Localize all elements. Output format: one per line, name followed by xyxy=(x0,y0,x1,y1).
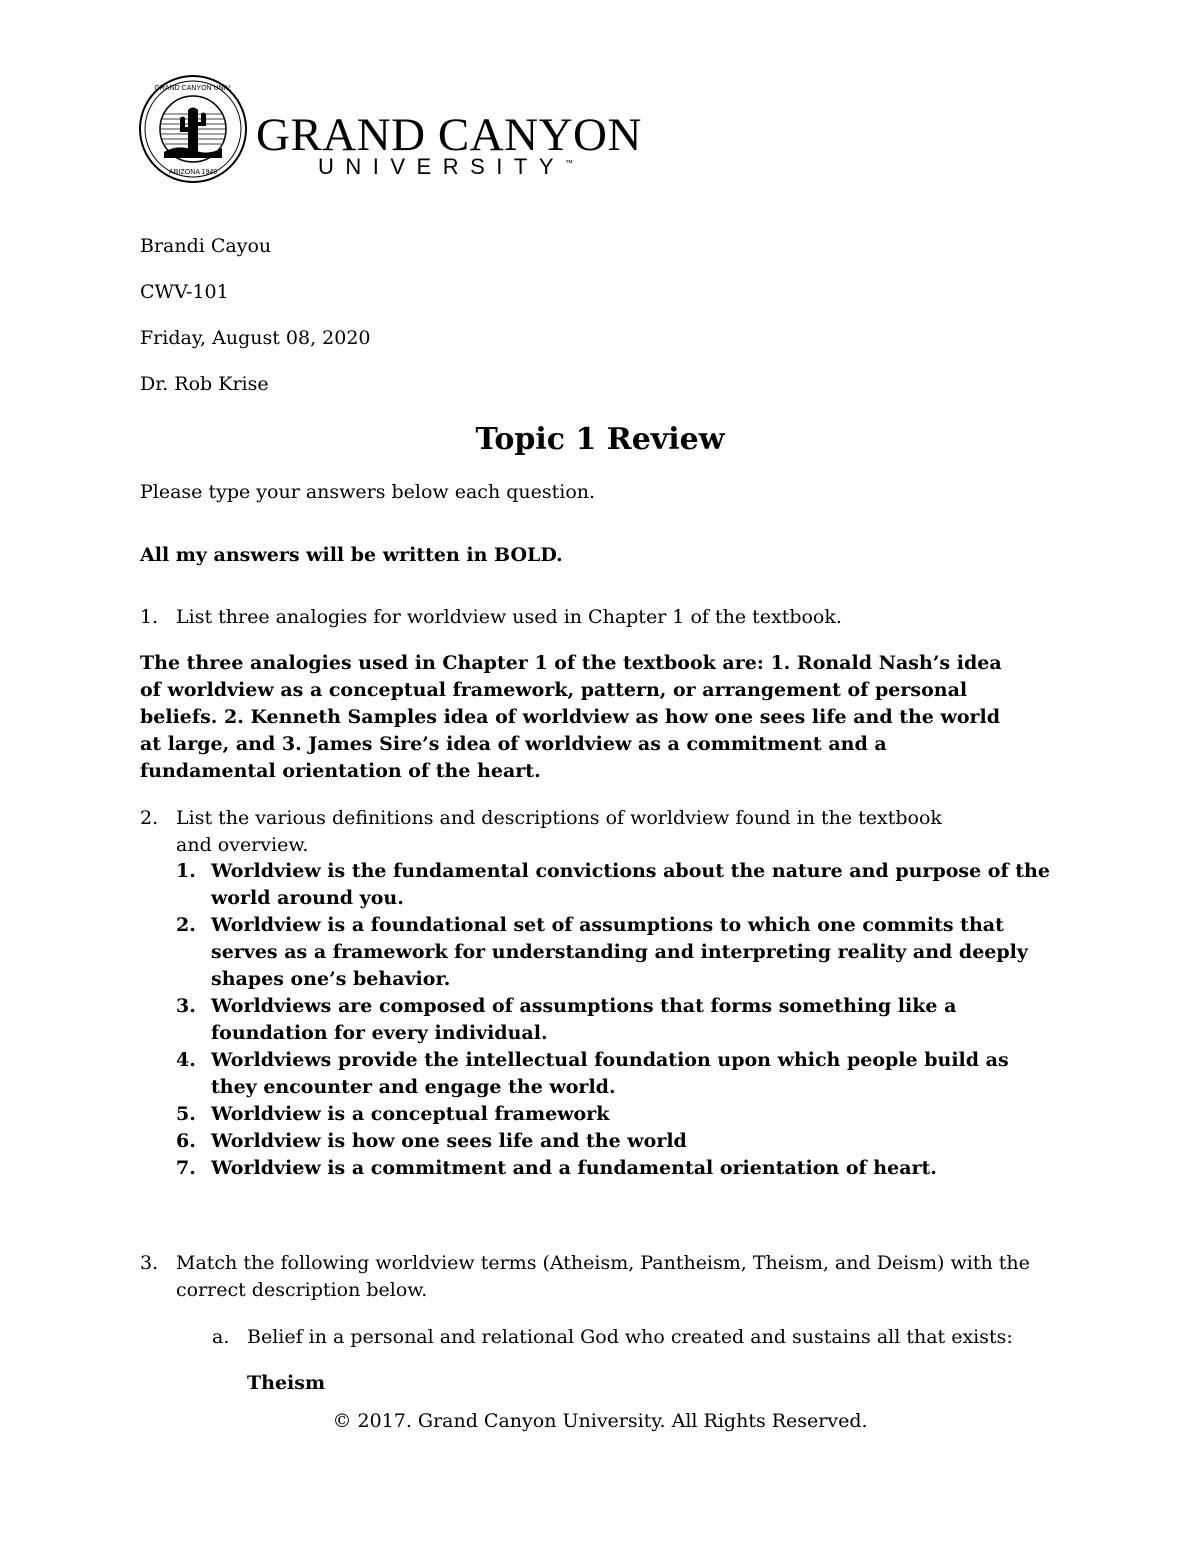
question-1-number: 1. xyxy=(140,606,159,628)
date: Friday, August 08, 2020 xyxy=(140,327,371,349)
university-seal-icon xyxy=(138,74,248,184)
list-item: 3. Worldviews are composed of assumptions that forms something like a foundation for every individual. xyxy=(176,995,957,1044)
svg-text:ARIZONA 1949: ARIZONA 1949 xyxy=(168,169,218,176)
list-item: 7. Worldview is a commitment and a fundamental orientation of heart. xyxy=(176,1157,937,1179)
course-code: CWV-101 xyxy=(140,281,229,303)
list-item: 4. Worldviews provide the intellectual foundation upon which people build as they encounter and engage the world. xyxy=(176,1049,1009,1098)
question-2-number: 2. xyxy=(140,807,159,829)
question-1-text: List three analogies for worldview used in Chapter 1 of the textbook. xyxy=(176,606,842,628)
list-item: 5. Worldview is a conceptual framework xyxy=(176,1103,610,1125)
student-name: Brandi Cayou xyxy=(140,235,272,257)
instructions: Please type your answers below each question. xyxy=(140,481,596,503)
list-item: 1. Worldview is the fundamental convictions about the nature and purpose of the world around you. xyxy=(176,860,1050,909)
instructor: Dr. Rob Krise xyxy=(140,373,269,395)
question-3-text: Match the following worldview terms (Atheism, Pantheism, Theism, and Deism) with the correct description below. xyxy=(176,1252,1030,1301)
page-title: Topic 1 Review xyxy=(475,422,725,457)
question-3a-answer: Theism xyxy=(247,1372,326,1394)
question-2-text: List the various definitions and descriptions of worldview found in the textbook and overview. xyxy=(176,807,942,856)
question-1-answer: The three analogies used in Chapter 1 of the textbook are: 1. Ronald Nash’s idea of worldview as a conceptual framework, pattern, or arrangement of personal beliefs. 2. Kenneth Samples idea of worldview as how one sees life and the world at large, and 3. James Sire’s idea of worldview as a commitment and a fundamental orientation of the heart. xyxy=(140,652,1002,782)
answer-note: All my answers will be written in BOLD. xyxy=(140,544,563,566)
list-item: 2. Worldview is a foundational set of assumptions to which one commits that serves as a framework for understanding and interpreting reality and deeply shapes one’s behavior. xyxy=(176,914,1028,990)
svg-text:GRAND CANYON UNIV.: GRAND CANYON UNIV. xyxy=(154,85,232,92)
question-3-number: 3. xyxy=(140,1252,159,1274)
university-logo xyxy=(138,74,642,184)
footer-copyright: © 2017. Grand Canyon University. All Rights Reserved. xyxy=(332,1410,868,1432)
list-item: 6. Worldview is how one sees life and the world xyxy=(176,1130,687,1152)
question-3a-letter: a. xyxy=(212,1326,230,1348)
question-3a-text: Belief in a personal and relational God who created and sustains all that exists: xyxy=(247,1326,1013,1348)
logo-wordmark-line1: GRAND CANYON xyxy=(256,109,642,161)
question-2-answer-list xyxy=(176,858,1056,1182)
logo-wordmark-line2: UNIVERSITY™ xyxy=(318,154,574,179)
